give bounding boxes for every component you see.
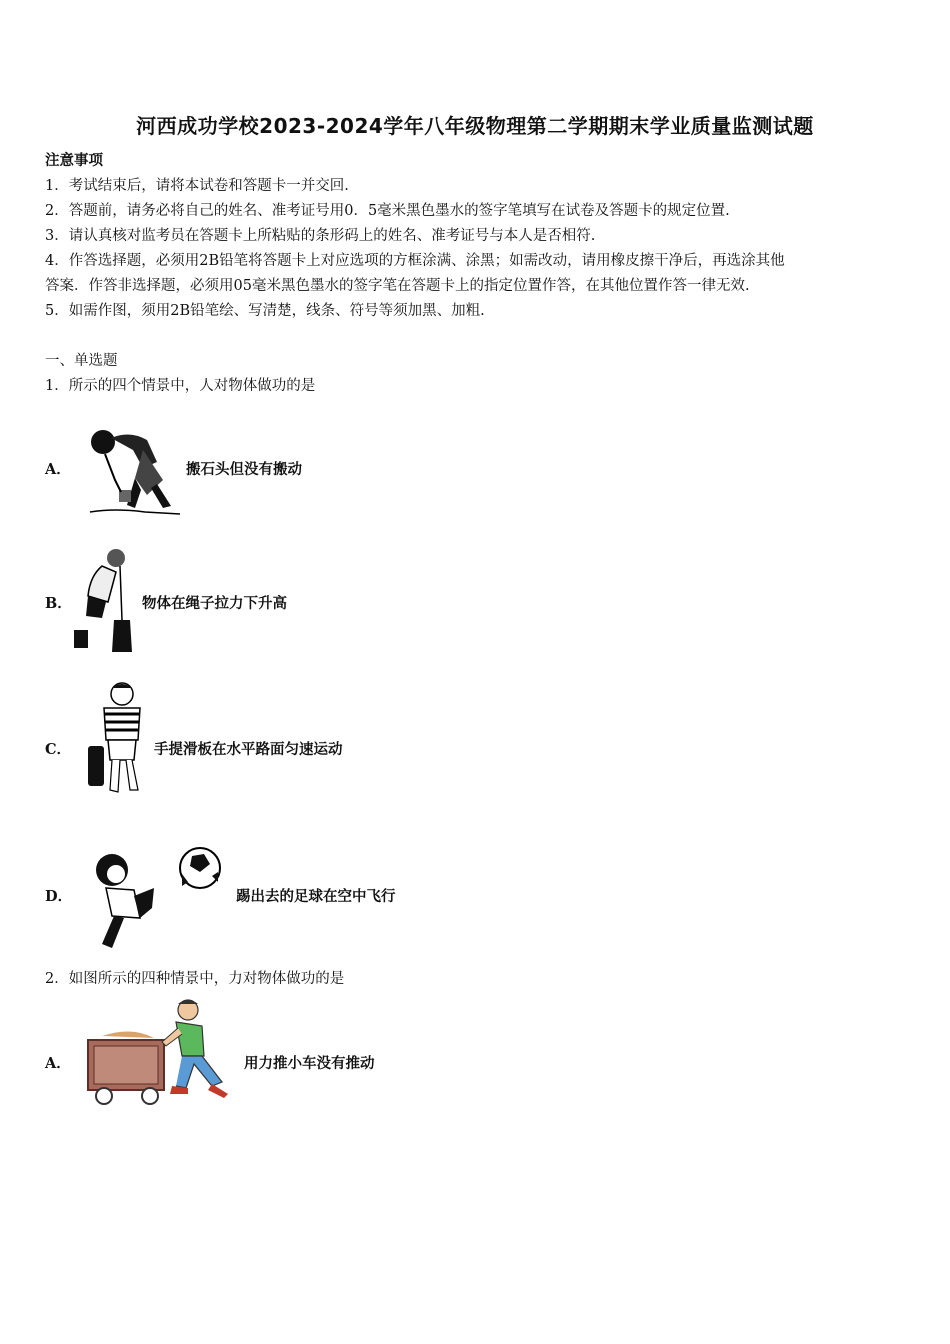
section-heading: 一、单选题 — [45, 353, 118, 369]
q1-option-d-letter: D． — [45, 888, 73, 905]
boy-carrying-skateboard-figure — [86, 680, 152, 800]
q2-option-a-text: 用力推小车没有推动 — [244, 1055, 375, 1072]
notice-heading: 注意事项 — [45, 152, 103, 169]
q1-option-c-text: 手提滑板在水平路面匀速运动 — [154, 741, 343, 758]
person-lifting-stone-figure — [85, 420, 185, 518]
boy-kicking-football-figure — [84, 846, 230, 952]
q2-option-a-letter: A． — [45, 1055, 71, 1072]
q1-option-c-letter: C． — [45, 741, 72, 758]
q1-option-a-text: 搬石头但没有搬动 — [186, 461, 302, 478]
question-1-stem: 1．所示的四个情景中，人对物体做功的是 — [45, 378, 316, 394]
question-2-stem: 2．如图所示的四种情景中，力对物体做功的是 — [45, 971, 345, 987]
notice-line-6: 5．如需作图，须用2B铅笔绘、写清楚，线条、符号等须加黑、加粗. — [45, 303, 485, 319]
person-pulling-rope-figure — [72, 546, 138, 656]
notice-line-1: 1．考试结束后，请将本试卷和答题卡一并交回. — [45, 178, 349, 194]
notice-line-3: 3．请认真核对监考员在答题卡上所粘贴的条形码上的姓名、准考证号与本人是否相符. — [45, 228, 596, 244]
notice-line-4: 4．作答选择题，必须用2B铅笔将答题卡上对应选项的方框涂满、涂黑；如需改动，请用橡皮擦干净后，再选涂其他 — [45, 253, 785, 269]
q1-option-a-letter: A． — [45, 461, 71, 478]
notice-line-5: 答案．作答非选择题，必须用05毫米黑色墨水的签字笔在答题卡上的指定位置作答，在其他位置作答一律无效. — [45, 278, 750, 294]
notice-line-2: 2．答题前，请务必将自己的姓名、准考证号用0．5毫米黑色墨水的签字笔填写在试卷及答题卡的规定位置. — [45, 203, 730, 219]
page-title: 河西成功学校2023-2024学年八年级物理第二学期期末学业质量监测试题 — [136, 114, 814, 138]
boy-pushing-cart-figure — [82, 998, 242, 1106]
q1-option-b-text: 物体在绳子拉力下升高 — [142, 595, 287, 612]
q1-option-d-text: 踢出去的足球在空中飞行 — [236, 888, 396, 905]
q1-option-b-letter: B． — [45, 595, 72, 612]
